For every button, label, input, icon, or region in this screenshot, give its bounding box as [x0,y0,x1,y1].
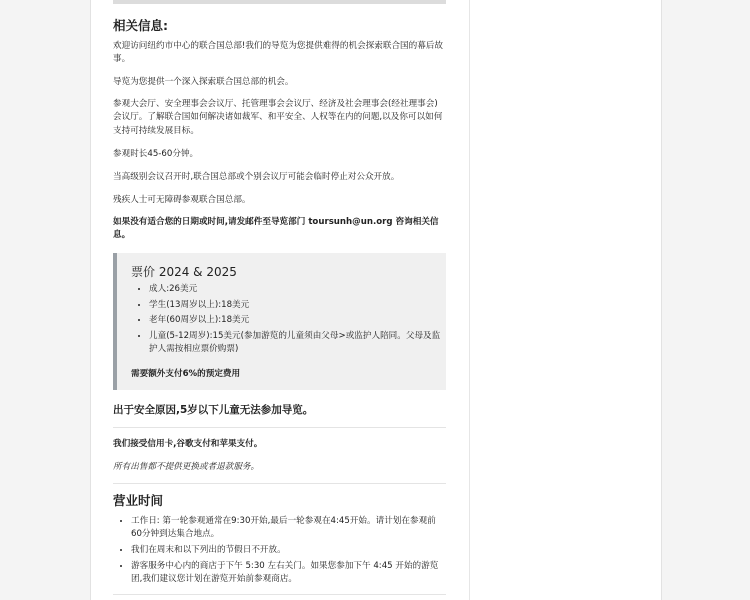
divider [113,427,446,428]
closure-paragraph: 当高级别会议召开时,联合国总部或个别会议厅可能会临时停止对公众开放。 [113,172,400,182]
hours-item: • 工作日: 第一轮参观通常在9:30开始,最后一轮参观在4:45开始。请计划在参观前60分钟到达集合地点。 [131,515,446,542]
opening-hours-list [113,515,446,587]
hours-item: • 我们在周末和以下列出的节假日不开放。 [131,544,446,557]
top-bar [113,0,446,4]
intro-paragraph: 欢迎访问纽约市中心的联合国总部!我们的导览为您提供难得的机会探索联合国的幕后故事。 [113,41,444,65]
payment-accepted: 我们接受信用卡,谷歌支付和苹果支付。 [113,439,263,449]
ticket-price-item: • 学生(13周岁以上):18美元 [149,299,447,312]
booking-fee-note: 需要额外支付6%的预定费用 [131,369,241,379]
sidebar-divider [469,0,470,600]
divider [113,594,446,595]
related-info-heading: 相关信息: [113,18,168,33]
ticket-price-item: • 成人:26美元 [149,283,447,296]
no-refund-note: 所有出售都不提供更换或者退款服务。 [113,462,260,472]
ticket-price-list [131,283,447,359]
ticket-price-item: • 儿童(5-12周岁):15美元(参加游览的儿童须由父母>或监护人陪同。父母及监护人需按相应票价购票) [149,330,447,357]
visit-halls-paragraph: 参观大会厅、安全理事会会议厅、托管理事会会议厅、经济及社会理事会(经社理事会)会议厅。了解联合国如何解决诸如裁军、和平安全、人权等在内的问题,以及你可以如何支持可持续发展目标。 [113,99,443,136]
contact-note: 如果没有适合您的日期或时间,请发邮件至导览部门 toursunh@un.org 咨询相关信息。 [113,217,439,241]
tour-opportunity-paragraph: 导览为您提供一个深入探索联合国总部的机会。 [113,77,294,87]
divider [113,483,446,484]
accessibility-paragraph: 残疾人士可无障碍参观联合国总部。 [113,195,251,205]
ticket-price-title: 票价 2024 & 2025 [131,265,237,279]
ticket-price-box [113,253,446,390]
hours-item: • 游客服务中心内的商店于下午 5:30 左右关门。如果您参加下午 4:45 开始的游览团,我们建议您计划在游览开始前参观商店。 [131,560,446,587]
page-content [90,0,662,600]
opening-hours-heading: 营业时间 [113,493,164,508]
duration-paragraph: 参观时长45-60分钟。 [113,149,199,159]
ticket-price-item: • 老年(60周岁以上):18美元 [149,314,447,327]
safety-note: 出于安全原因,5岁以下儿童无法参加导览。 [113,404,314,416]
